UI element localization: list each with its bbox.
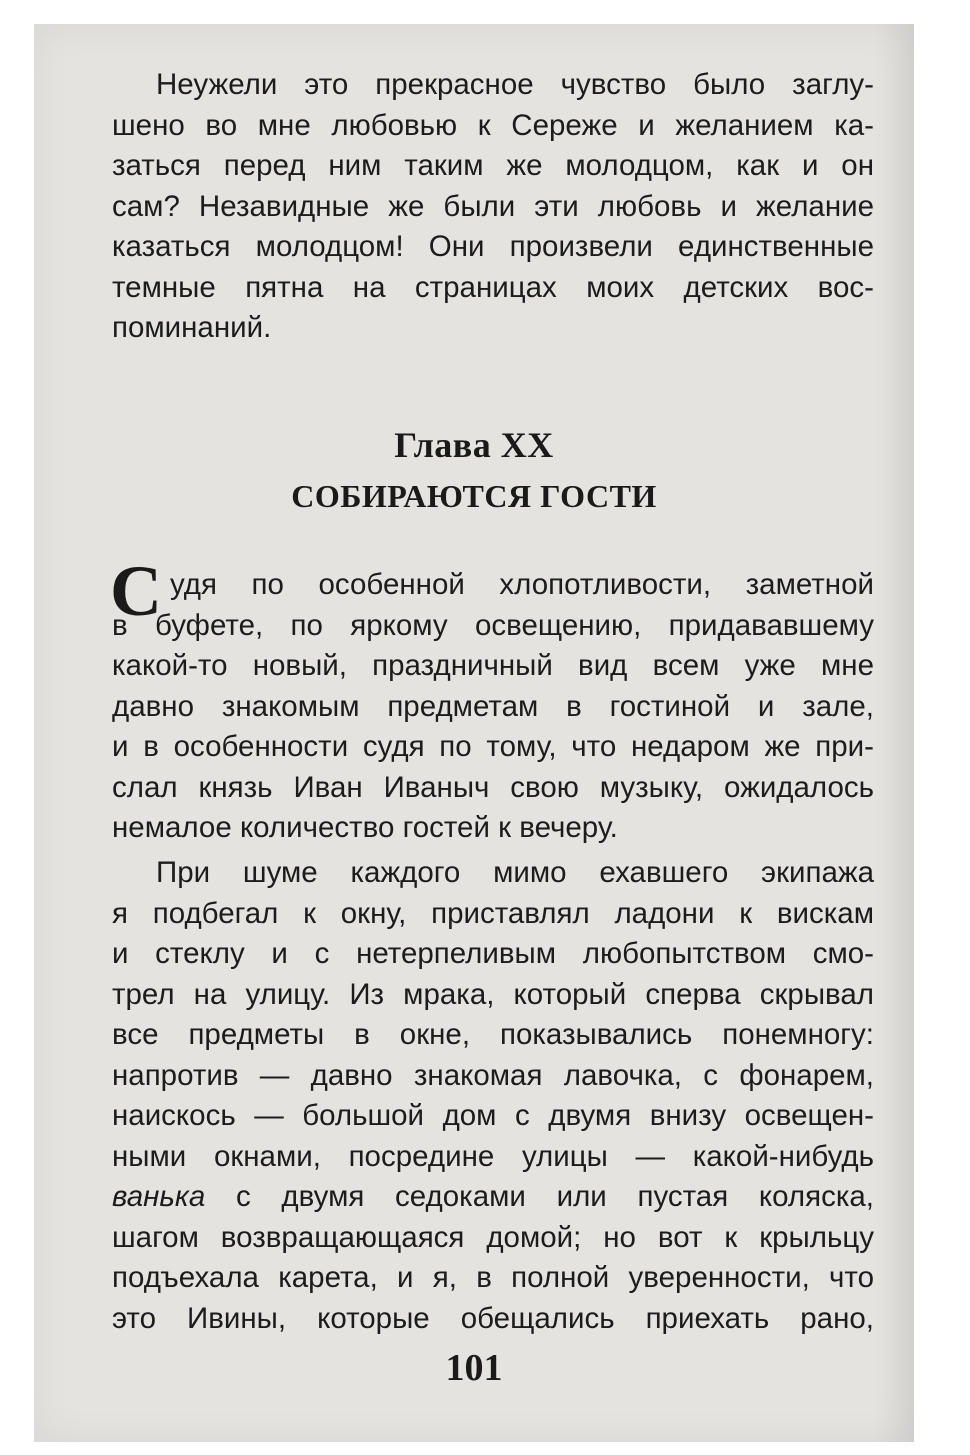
- text-line: немалое количество гостей к вечеру.: [112, 811, 618, 844]
- text-line: сам? Незавидные же были эти любовь и желание: [112, 189, 874, 223]
- text-line: напротив — давно знакомая лавочка, с фонарем,: [112, 1058, 874, 1092]
- text-line: казаться молодцом! Они произвели единственные: [112, 230, 874, 263]
- text-line: я подбегал к окну, приставлял ладони к вискам: [112, 896, 874, 930]
- text-fragment: с двумя седоками или пустая коляска,: [205, 1180, 874, 1213]
- text-line: При шуме каждого мимо ехавшего экипажа: [156, 856, 874, 889]
- chapter-title: СОБИРАЮТСЯ ГОСТИ: [291, 478, 657, 514]
- text-line: наискось — большой дом с двумя внизу освещен-: [112, 1099, 874, 1132]
- text-line: удя по особенной хлопотливости, заметной: [170, 568, 874, 601]
- paragraph-3: [112, 853, 874, 1339]
- text-line: все предметы в окне, показывались понемногу:: [112, 1018, 874, 1051]
- chapter-number: Глава XX: [394, 425, 554, 465]
- text-line: и в особенности судя по тому, что недаром же при-: [112, 730, 874, 763]
- text-line: поминаний.: [112, 311, 272, 344]
- text-line: слал князь Иван Иваныч свою музыку, ожидалось: [112, 770, 874, 804]
- text-line: трел на улицу. Из мрака, который сперва скрывал: [112, 977, 874, 1011]
- text-line: заться перед ним таким же молодцом, как и он: [112, 149, 874, 182]
- text-line: Неужели это прекрасное чувство было заглу-: [156, 68, 874, 101]
- text-line: подъехала карета, и я, в полной уверенности, что: [112, 1261, 874, 1294]
- text-line: давно знакомым предметам в гостиной и зале,: [112, 689, 874, 723]
- text-line-italic: [112, 1177, 874, 1218]
- text-line: это Ивины, которые обещались приехать рано,: [112, 1301, 874, 1335]
- text-line: шагом возвращающаяся домой; но вот к крыльцу: [112, 1220, 874, 1254]
- text-line: темные пятна на страницах моих детских вос-: [112, 270, 874, 304]
- book-page: [34, 24, 914, 1442]
- page-number: 101: [445, 1347, 503, 1389]
- text-line: какой-то новый, праздничный вид всем уже мне: [112, 649, 874, 682]
- paragraph-1: [112, 65, 874, 349]
- text-line: и стеклу и с нетерпеливым любопытством смо-: [112, 937, 874, 970]
- text-line: в буфете, по яркому освещению, придававшему: [112, 608, 874, 642]
- drop-cap: С: [110, 551, 162, 631]
- text-line: шено во мне любовью к Сереже и желанием ка-: [112, 108, 874, 142]
- italic-word: ванька: [112, 1180, 206, 1213]
- text-line: ными окнами, посредине улицы — какой-нибудь: [112, 1139, 874, 1173]
- paragraph-2: [110, 551, 874, 849]
